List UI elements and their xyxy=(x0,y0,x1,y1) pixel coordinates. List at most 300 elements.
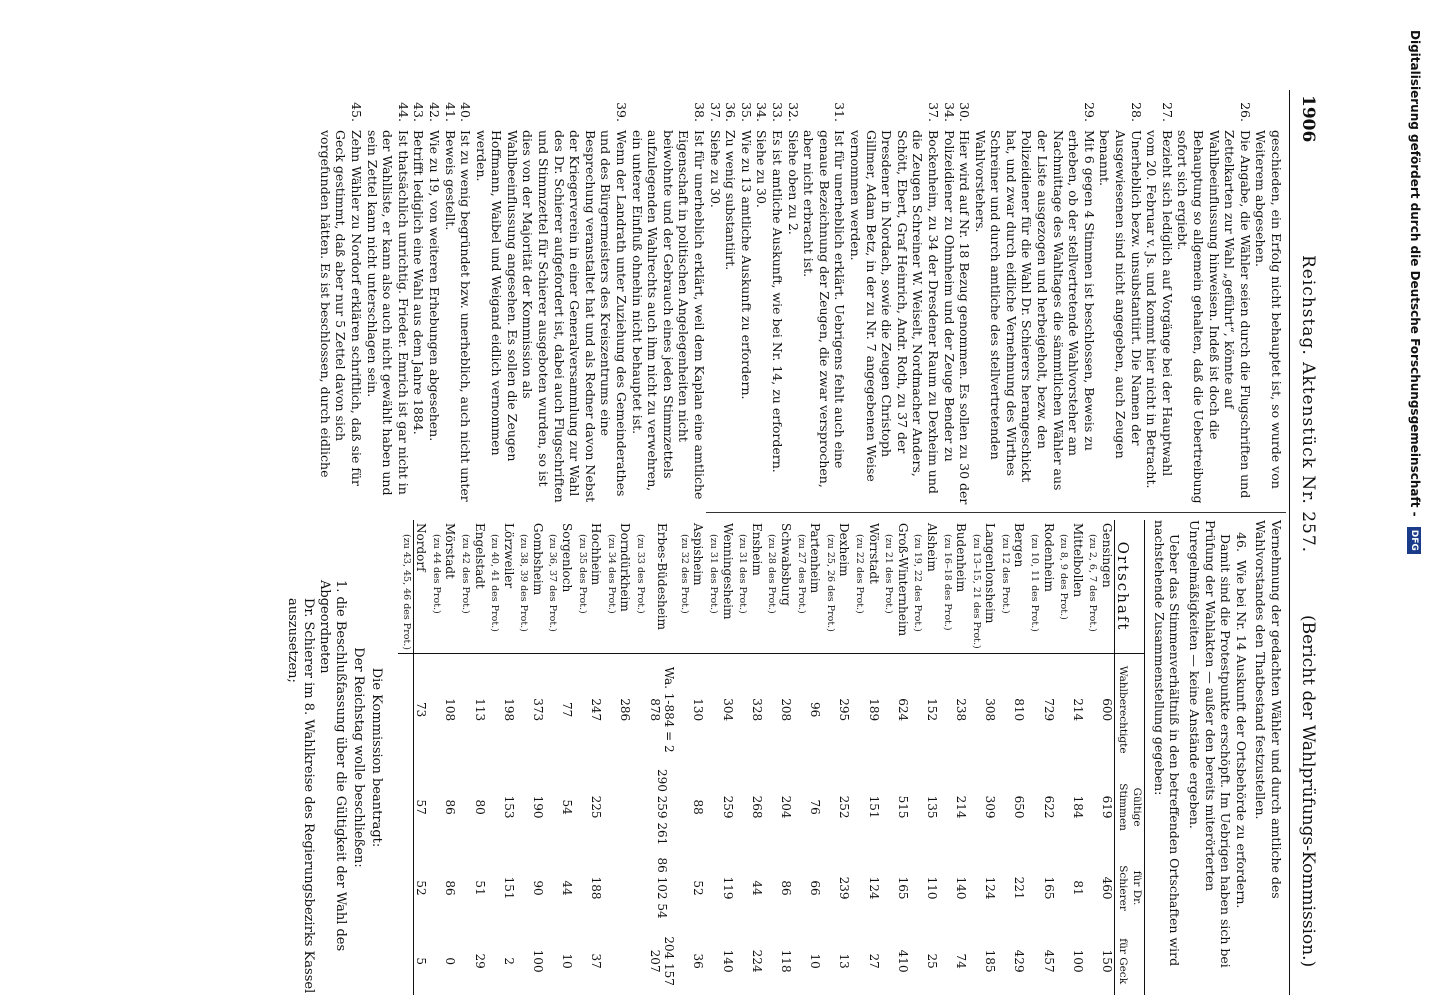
place-cell: Bergen xyxy=(1012,520,1027,654)
empty-cell xyxy=(822,654,837,766)
protocol-reference: (zu 34 des Prot.) xyxy=(603,520,618,654)
protest-item xyxy=(317,90,364,505)
protocol-reference: (zu 10, 11 des Prot.) xyxy=(1027,520,1042,654)
table-subrow xyxy=(398,520,413,995)
empty-cell xyxy=(968,765,983,849)
item-number: 32. xyxy=(785,102,801,122)
table-row xyxy=(589,520,604,995)
voters-cell: 189 xyxy=(866,698,881,722)
item-number: 34. xyxy=(754,102,770,122)
empty-cell xyxy=(428,654,443,766)
empty-cell xyxy=(881,654,896,766)
table-row xyxy=(413,520,428,995)
protest-item xyxy=(972,90,1097,505)
table-row xyxy=(691,520,706,995)
geck-cell: 37 xyxy=(589,953,604,969)
schierer-cell: 44 xyxy=(560,880,575,896)
table-row xyxy=(472,520,487,995)
schierer-cell: 44 xyxy=(749,880,764,896)
table-row xyxy=(560,520,575,995)
empty-cell xyxy=(881,927,896,995)
protocol-reference: (zu 42 des Prot.) xyxy=(457,520,472,654)
valid-cell: 650 xyxy=(1012,795,1027,819)
table-subrow xyxy=(1056,520,1071,995)
schierer-cell: 90 xyxy=(530,880,545,896)
protest-item xyxy=(707,90,723,505)
page-header xyxy=(1288,95,1318,995)
empty-cell xyxy=(705,927,720,995)
motion-line: 1. die Beschlußfassung über die Gültigkeit der Wahl des Abgeordneten xyxy=(316,580,348,952)
empty-cell xyxy=(851,927,866,995)
table-subrow xyxy=(881,520,896,995)
valid-cell: 225 xyxy=(589,795,604,819)
protocol-reference: (zu 38, 39 des Prot.) xyxy=(516,520,531,654)
place-cell: Engelstadt xyxy=(472,520,487,654)
motion-line: Dr. Schierer im 8. Wahlkreise des Regierungsbezirks Kassel auszusetzen; xyxy=(284,598,316,994)
empty-cell xyxy=(793,654,808,766)
protocol-reference: (zu 44 des Prot.) xyxy=(428,520,443,654)
voters-cell: 73 xyxy=(413,654,428,766)
item-number: 36. xyxy=(723,102,739,122)
voters-cell: 113 xyxy=(472,698,487,722)
protocol-reference: (zu 16–18 des Prot.) xyxy=(939,520,954,654)
empty-cell xyxy=(939,765,954,849)
table-row xyxy=(1041,520,1056,995)
item-text: Ist zu wenig begründet bzw. unerheblich, auch nicht unter Beweis gestellt. xyxy=(442,130,474,502)
place-cell: Lörzweiler xyxy=(501,520,516,654)
geck-cell: 27 xyxy=(866,953,881,969)
table-subrow xyxy=(676,520,691,995)
valid-cell: 290 259 261 xyxy=(654,768,669,846)
commission-motion xyxy=(284,520,384,995)
schierer-cell: 188 xyxy=(589,876,604,900)
item-number: 42. xyxy=(426,102,442,122)
table-row xyxy=(837,520,852,995)
empty-cell xyxy=(822,765,837,849)
protest-item xyxy=(801,90,848,505)
geck-cell: 185 xyxy=(983,949,998,973)
empty-cell xyxy=(1027,765,1042,849)
protocol-reference: (zu 8, 9 des Prot.) xyxy=(1056,520,1071,654)
valid-cell: 515 xyxy=(895,795,910,819)
empty-cell xyxy=(487,927,502,995)
schierer-cell: 140 xyxy=(954,876,969,900)
empty-cell xyxy=(632,849,647,927)
empty-cell xyxy=(487,765,502,849)
table-row xyxy=(530,520,545,995)
place-cell: Partenheim xyxy=(808,520,823,654)
geck-cell: 25 xyxy=(924,953,939,969)
table-subrow xyxy=(764,520,779,995)
table-row xyxy=(866,520,881,995)
empty-cell xyxy=(910,654,925,766)
voters-cell: 198 xyxy=(501,698,516,722)
geck-cell: 140 xyxy=(720,949,735,973)
protest-item xyxy=(738,90,754,505)
empty-cell xyxy=(632,765,647,849)
voters-cell: 247 xyxy=(589,698,604,722)
voters-cell: 308 xyxy=(983,698,998,722)
empty-cell xyxy=(516,849,531,927)
place-cell: Groß-Winternheim xyxy=(895,520,910,654)
empty-cell xyxy=(968,849,983,927)
protocol-reference: (zu 32 des Prot.) xyxy=(676,520,691,654)
item-number: 28. xyxy=(1128,102,1144,122)
empty-cell xyxy=(997,849,1012,927)
intro-paragraph: Damit sind die Protestpunkte erschöpft. Im Uebrigen haben sich bei Prüfung der Wahlakten — außer den bereits miterörterten Unregelmäßigkeiten — keine Anstände ergeben. xyxy=(1187,520,1234,968)
empty-cell xyxy=(545,927,560,995)
empty-cell xyxy=(487,654,502,766)
empty-cell xyxy=(1085,654,1100,766)
document-page xyxy=(46,0,1326,1000)
protest-item xyxy=(785,90,801,505)
item-text: Hier wird auf Nr. 18 Bezug genommen. Es sollen zu 30 der Polizeidiener zu Ohmheim und der Zeuge Bender zu Bockenheim, zu 34 der Dresdener Raum zu Dexheim und die Zeugen Schreiner W. Weiselt, Nordmacher Anders, Schött, Ebert, Graf Heinrich, Andr. Roth, zu 37 der Dresdener in Nordach, sowie die Zeugen Christoph Gillmer, Adam Betz, in der zu Nr. 7 angegebenen Weise vernommen werden. xyxy=(847,130,973,505)
valid-cell: 54 xyxy=(560,799,575,815)
protocol-reference: (zu 31 des Prot.) xyxy=(735,520,750,654)
item-number: 29. xyxy=(1081,102,1097,122)
protocol-reference: (zu 31 des Prot.) xyxy=(705,520,720,654)
col-header-geck: für Geck xyxy=(1115,927,1145,995)
voters-cell: Wa. 1-884 = 2 878 xyxy=(647,666,677,753)
voters-cell: 295 xyxy=(837,698,852,722)
protocol-reference: (zu 27 des Prot.) xyxy=(793,520,808,654)
item-number: 40. 41. xyxy=(442,102,474,122)
protest-item xyxy=(723,90,739,505)
empty-cell xyxy=(793,849,808,927)
valid-cell: 76 xyxy=(808,799,823,815)
item-text: Wie bei Nr. 14 Auskunft der Ortsbehörde zu erfordern. xyxy=(1233,560,1249,909)
empty-cell xyxy=(1085,765,1100,849)
geck-cell: 13 xyxy=(837,953,852,969)
valid-cell: 619 xyxy=(1100,795,1115,819)
geck-cell: 100 xyxy=(530,949,545,973)
valid-cell: 88 xyxy=(691,799,706,815)
empty-cell xyxy=(705,849,720,927)
place-cell: Budenheim xyxy=(954,520,969,654)
item-text: Betrifft lediglich eine Wahl aus dem Jahre 1884. xyxy=(411,130,427,435)
empty-cell xyxy=(764,654,779,766)
item-text: Es ist amtliche Auskunft, wie bei Nr. 14, zu erfordern. xyxy=(770,130,785,473)
empty-cell xyxy=(603,927,618,995)
empty-cell xyxy=(632,654,647,766)
place-cell: Wörrstadt xyxy=(866,520,881,654)
empty-cell xyxy=(574,654,589,766)
geck-cell: 429 xyxy=(1012,949,1027,973)
table-subrow xyxy=(822,520,837,995)
empty-cell xyxy=(822,927,837,995)
item-number: 45. xyxy=(348,102,364,122)
geck-cell: 5 xyxy=(413,927,428,995)
table-subrow xyxy=(851,520,866,995)
schierer-cell: 52 xyxy=(413,849,428,927)
motion-heading: Die Kommission beantragt: xyxy=(368,667,384,848)
protest-item xyxy=(473,90,629,505)
geck-cell: 10 xyxy=(560,953,575,969)
empty-cell xyxy=(676,849,691,927)
protest-item xyxy=(754,90,770,505)
empty-cell xyxy=(793,927,808,995)
geck-cell: 100 xyxy=(1070,949,1085,973)
schierer-cell: 151 xyxy=(501,876,516,900)
empty-cell xyxy=(1085,849,1100,927)
table-row xyxy=(749,520,764,995)
item-number: 38. xyxy=(692,102,708,122)
page-title: Reichstag. Aktenstück Nr. 257. xyxy=(1298,255,1318,554)
table-subrow xyxy=(574,520,589,995)
geck-cell: 204 157 207 xyxy=(647,936,677,986)
table-row xyxy=(778,520,793,995)
protocol-reference: (zu 33 des Prot.) xyxy=(632,520,647,654)
geck-cell: 224 xyxy=(749,949,764,973)
empty-cell xyxy=(457,654,472,766)
table-row xyxy=(618,520,633,995)
empty-cell xyxy=(574,765,589,849)
protocol-reference: (zu 35 des Prot.) xyxy=(574,520,589,654)
geck-cell: 457 xyxy=(1041,949,1056,973)
item-number: 39. xyxy=(614,102,630,122)
table-subrow xyxy=(545,520,560,995)
item-text: Siehe oben zu 2. xyxy=(785,130,801,235)
geck-cell: 410 xyxy=(895,949,910,973)
schierer-cell: 86 102 54 xyxy=(654,857,669,919)
empty-cell xyxy=(428,765,443,849)
geck-cell xyxy=(618,927,633,995)
intro-paragraph: Ueber das Stimmenverhältniß in den betreffenden Ortschaften wird nachstehende Zusammenstellung gegeben: xyxy=(1151,520,1183,967)
place-cell: Ensheim xyxy=(749,520,764,654)
empty-cell xyxy=(603,654,618,766)
page-subtitle: (Bericht der Wahlprüfungs-Kommission.) xyxy=(1298,615,1318,968)
item-number: 30. 34. 37. xyxy=(925,102,973,122)
empty-cell xyxy=(939,654,954,766)
schierer-cell: 51 xyxy=(472,880,487,896)
empty-cell xyxy=(910,927,925,995)
protocol-reference: (zu 12 des Prot.) xyxy=(997,520,1012,654)
empty-cell xyxy=(705,765,720,849)
protest-item xyxy=(847,90,972,505)
empty-cell xyxy=(516,654,531,766)
empty-cell xyxy=(1027,927,1042,995)
schierer-cell: 86 xyxy=(779,880,793,896)
geck-cell: 10 xyxy=(808,953,823,969)
empty-cell xyxy=(735,654,750,766)
dfg-logo-icon: DFG xyxy=(1408,527,1422,554)
page-year: 1906 xyxy=(1298,95,1318,143)
voters-cell: 130 xyxy=(691,698,706,722)
voters-cell: 77 xyxy=(560,702,575,718)
place-cell: Mittelbollen xyxy=(1070,520,1085,654)
empty-cell xyxy=(851,849,866,927)
protocol-reference: (zu 13–15, 21 des Prot.) xyxy=(968,520,983,654)
protest-item xyxy=(1233,520,1249,995)
voters-cell: 108 xyxy=(443,698,458,722)
empty-cell xyxy=(632,927,647,995)
empty-cell xyxy=(545,654,560,766)
empty-cell xyxy=(939,849,954,927)
protocol-reference: (zu 36, 37 des Prot.) xyxy=(545,520,560,654)
valid-cell: 151 xyxy=(866,795,881,819)
protest-item xyxy=(1144,90,1175,505)
voters-cell: 624 xyxy=(895,698,910,722)
schierer-cell xyxy=(618,849,633,927)
place-cell: Sorgenloch xyxy=(560,520,575,654)
item-number: 27. xyxy=(1159,102,1175,122)
schierer-cell: 119 xyxy=(720,876,735,900)
empty-cell xyxy=(1085,927,1100,995)
schierer-cell: 124 xyxy=(983,876,998,900)
sidebar-credit: Digitalisierung gefördert durch die Deutsche Forschungsgemeinschaft - xyxy=(1408,30,1422,517)
table-subrow xyxy=(968,520,983,995)
place-cell: Wenningesheim xyxy=(720,520,735,654)
item-number: 46. xyxy=(1233,532,1249,552)
item-text: Wenn der Landrath unter Zuziehung des Gemeinderathes und des Bürgermeisters des Kreiszentrums eine Besprechung veranstaltet hat und als Redner davon Nebst der Kriegerverein in einer Generalversammlung zur Wahl des Dr. Schierer aufgefordert ist, dabei auch Flugschriften und Stimmzettel für Schierer ausgeboten wurden, so ist dies von der Majorität der Kommission als Wahlbeeinflussung angesehen. Es sollen die Zeugen Hoffmann, Waibel und Weigand eidlich vernommen werden. xyxy=(473,130,630,503)
item-number: 43. xyxy=(411,102,427,122)
right-column xyxy=(284,520,1284,995)
item-number: 37. xyxy=(707,102,723,122)
table-row xyxy=(924,520,939,995)
table-subrow xyxy=(735,520,750,995)
header-rule xyxy=(1289,90,1290,995)
valid-cell: 622 xyxy=(1041,795,1056,819)
protocol-reference: (zu 25, 26 des Prot.) xyxy=(822,520,837,654)
table-row xyxy=(501,520,516,995)
geck-cell: 2 xyxy=(501,957,516,965)
empty-cell xyxy=(1056,765,1071,849)
item-number: 44. xyxy=(395,102,411,122)
protest-item xyxy=(629,90,707,505)
item-number: 35. xyxy=(738,102,754,122)
digitization-sidebar xyxy=(1398,0,1432,1000)
schierer-cell: 239 xyxy=(837,876,852,900)
voters-cell: 304 xyxy=(720,698,735,722)
table-subrow xyxy=(516,520,531,995)
table-subrow xyxy=(457,520,472,995)
schierer-cell: 124 xyxy=(866,876,881,900)
empty-cell xyxy=(398,927,413,995)
table-subrow xyxy=(487,520,502,995)
voters-cell: 96 xyxy=(808,702,823,718)
table-subrow xyxy=(705,520,720,995)
valid-cell: 268 xyxy=(749,795,764,819)
geck-cell: 150 xyxy=(1100,949,1115,973)
schierer-cell: 460 xyxy=(1100,876,1115,900)
empty-cell xyxy=(516,765,531,849)
schierer-cell: 66 xyxy=(808,880,823,896)
table-row xyxy=(954,520,969,995)
geck-cell: 74 xyxy=(954,953,969,969)
empty-cell xyxy=(735,927,750,995)
empty-cell xyxy=(1027,654,1042,766)
empty-cell xyxy=(487,849,502,927)
item-text: Mit 6 gegen 4 Stimmen ist beschlossen, Beweis zu erheben, ob der stellvertretende Wahlvorsteher am Nachmittage des Wahltages die sämmtlichen Wähler aus der Liste ausgezogen und herbeigeholt, bezw. den Polizeidiener für die Wahl Dr. Schierers herangeschickt hat, und zwar durch eidliche Vernehmung des Wirthes Schreiner und durch amtliche des stellvertretenden Wahlvorstehers. xyxy=(972,130,1097,491)
empty-cell xyxy=(735,765,750,849)
voters-cell: 810 xyxy=(1012,698,1027,722)
empty-cell xyxy=(516,927,531,995)
protest-item xyxy=(442,90,473,505)
protest-item xyxy=(364,90,411,505)
protocol-reference: (zu 28 des Prot.) xyxy=(764,520,779,654)
empty-cell xyxy=(428,927,443,995)
place-cell: Nordorf xyxy=(413,520,428,654)
empty-cell xyxy=(457,849,472,927)
voters-cell: 208 xyxy=(779,698,793,722)
item-text: Unerheblich bezw. unsubstantiirt. Die Namen der Ausgewiesenen sind nicht angegeben, auch Zeugen benannt. xyxy=(1097,130,1144,459)
valid-cell: 259 xyxy=(720,795,735,819)
place-cell: Dorndürkheim xyxy=(618,520,633,654)
valid-cell: 57 xyxy=(413,765,428,849)
place-cell: Dexheim xyxy=(837,520,852,654)
item-text: Zu wenig substantiirt. xyxy=(723,130,739,271)
place-cell: Erbes-Büdesheim xyxy=(647,520,676,654)
item-text: geschieden, ein Erfolg nicht behauptet ist, so wurde von Weiterem abgesehen. xyxy=(1253,130,1284,489)
item-text: Ist thatsächlich unrichtig. Frieder. Emrich ist gar nicht in der Wahlliste, er kann also auch nicht gewählt haben und sein Zettel kann nicht unterschlagen sein. xyxy=(364,130,411,496)
empty-cell xyxy=(881,849,896,927)
valid-cell xyxy=(618,765,633,849)
table-subrow xyxy=(1027,520,1042,995)
item-number: 33. xyxy=(770,102,785,122)
table-subrow xyxy=(1085,520,1100,995)
table-row xyxy=(1099,520,1114,995)
schierer-cell: 86 xyxy=(443,880,458,896)
empty-cell xyxy=(997,765,1012,849)
table-subrow xyxy=(428,520,443,995)
protest-item xyxy=(1253,90,1284,505)
empty-cell xyxy=(735,849,750,927)
valid-cell: 86 xyxy=(443,799,458,815)
table-subrow xyxy=(997,520,1012,995)
empty-cell xyxy=(793,765,808,849)
place-cell: Gombsheim xyxy=(530,520,545,654)
empty-cell xyxy=(676,927,691,995)
item-text: Wie zu 19, von weiteren Erhebungen abgesehen. xyxy=(426,130,442,442)
protocol-reference: (zu 19, 22 des Prot.) xyxy=(910,520,925,654)
empty-cell xyxy=(676,654,691,766)
empty-cell xyxy=(910,849,925,927)
empty-cell xyxy=(939,927,954,995)
valid-cell: 135 xyxy=(924,795,939,819)
table-row xyxy=(443,520,458,995)
empty-cell xyxy=(968,927,983,995)
protocol-reference: (zu 2, 6, 7 des Prot.) xyxy=(1085,520,1100,654)
empty-cell xyxy=(1027,849,1042,927)
empty-cell xyxy=(1056,927,1071,995)
place-cell: Gensingen xyxy=(1099,520,1114,654)
item-text: Siehe zu 30. xyxy=(754,130,770,208)
motion-subheading: Der Reichstag wolle beschließen: xyxy=(350,647,366,868)
item-text: Ist für unerheblich erklärt. Uebrigens fehlt auch eine genaue Bezeichnung der Zeugen, die zwar versprochen, aber nicht erbracht ist. xyxy=(801,130,848,488)
protest-item xyxy=(1097,90,1144,505)
geck-cell: 118 xyxy=(779,949,793,973)
place-cell: Schwabsburg xyxy=(778,520,793,654)
item-text: Siehe zu 30. xyxy=(707,130,723,208)
valid-cell: 190 xyxy=(530,795,545,819)
place-cell: Mörstadt xyxy=(443,520,458,654)
empty-cell xyxy=(968,654,983,766)
empty-cell xyxy=(603,849,618,927)
voters-cell: 600 xyxy=(1100,698,1115,722)
protest-item xyxy=(426,90,442,505)
left-column xyxy=(317,90,1284,505)
empty-cell xyxy=(1056,654,1071,766)
table-row xyxy=(1012,520,1027,995)
geck-cell: 29 xyxy=(472,953,487,969)
empty-cell xyxy=(398,654,413,766)
col-header-schierer: für Dr. Schierer xyxy=(1115,849,1145,927)
protest-item xyxy=(411,90,427,505)
table-row xyxy=(895,520,910,995)
empty-cell xyxy=(851,765,866,849)
item-number: 26. xyxy=(1237,102,1253,122)
item-text: Wie zu 13 amtliche Auskunft zu erfordern. xyxy=(738,130,754,400)
